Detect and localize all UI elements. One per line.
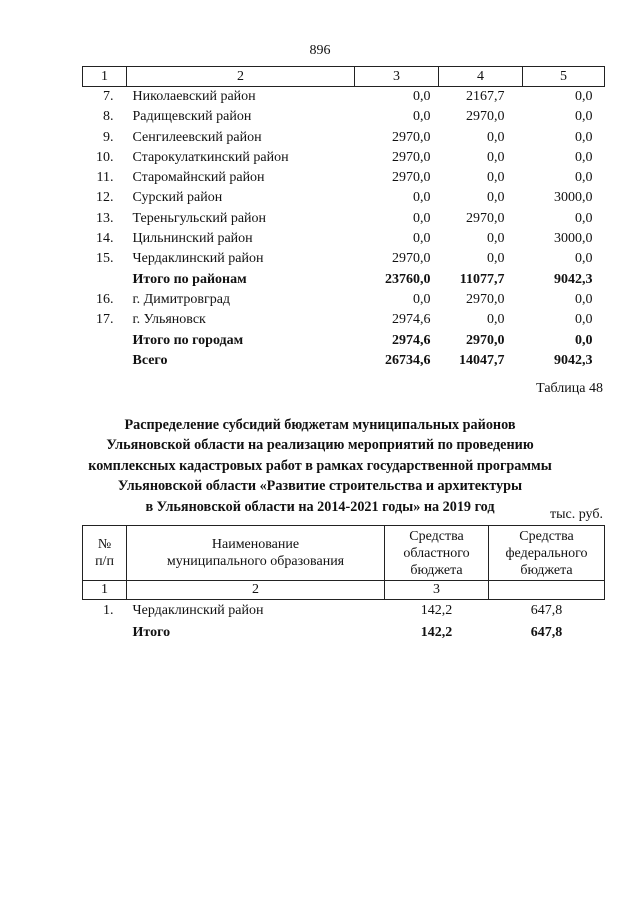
units-label: тыс. руб. bbox=[550, 507, 603, 522]
row-value-col5: 0,0 bbox=[575, 89, 593, 104]
header-regional-budget bbox=[385, 526, 489, 581]
header-line: Средства bbox=[409, 528, 464, 544]
header-line: федерального bbox=[505, 545, 588, 561]
row-value-col5: 0,0 bbox=[575, 170, 593, 186]
row-name: Итого по районам bbox=[132, 271, 247, 287]
row-value-col5: 0,0 bbox=[575, 210, 593, 226]
header-line: областного bbox=[403, 545, 470, 561]
row-name: Старомайнский район bbox=[132, 170, 265, 186]
row-value-col5: 0,0 bbox=[575, 291, 593, 307]
total-row bbox=[83, 331, 605, 351]
row-number bbox=[83, 270, 127, 290]
row-value-col3: 2970,0 bbox=[392, 251, 431, 267]
column-index-2: 2 bbox=[127, 67, 355, 87]
row-number: 10. bbox=[96, 149, 114, 165]
row-value-col4: 11077,7 bbox=[459, 271, 505, 287]
row-value-col4: 0,0 bbox=[487, 149, 505, 165]
row-value-col5: 0,0 bbox=[575, 332, 593, 348]
total-row bbox=[83, 622, 605, 644]
row-number: 17. bbox=[96, 312, 114, 328]
total-row bbox=[83, 351, 605, 371]
row-value-col3: 0,0 bbox=[413, 190, 431, 206]
row-value-col4: 0,0 bbox=[487, 251, 505, 267]
row-number: 16. bbox=[96, 291, 114, 307]
table-48 bbox=[82, 525, 605, 644]
row-value-col3: 0,0 bbox=[413, 231, 431, 247]
row-value-col3: 2974,6 bbox=[392, 332, 431, 348]
column-index-4: 4 bbox=[439, 67, 523, 87]
row-name: Чердаклинский район bbox=[132, 251, 264, 267]
row-value-col5: 9042,3 bbox=[554, 271, 593, 287]
row-name: Чердаклинский район bbox=[132, 603, 264, 618]
table-row bbox=[83, 229, 605, 249]
table-47-index-row bbox=[83, 67, 605, 87]
row-number bbox=[83, 331, 127, 351]
row-name: Итого по городам bbox=[132, 332, 244, 348]
table-row bbox=[83, 87, 605, 108]
header-line: бюджета bbox=[520, 562, 573, 578]
header-number bbox=[83, 526, 127, 581]
row-number: 14. bbox=[96, 231, 114, 247]
row-value-col5: 0,0 bbox=[575, 251, 593, 267]
row-value-col4: 0,0 bbox=[487, 231, 505, 247]
row-value-col3: 23760,0 bbox=[385, 271, 431, 287]
row-name: Старокулаткинский район bbox=[132, 149, 289, 165]
row-value-col4: 0,0 bbox=[487, 129, 505, 145]
row-value-col4: 0,0 bbox=[487, 190, 505, 206]
table-row bbox=[83, 310, 605, 330]
header-line: бюджета bbox=[410, 562, 463, 578]
table-row bbox=[83, 128, 605, 148]
row-value-col5: 0,0 bbox=[575, 312, 593, 328]
row-name: Николаевский район bbox=[132, 89, 256, 104]
table-row bbox=[83, 148, 605, 168]
row-number bbox=[83, 351, 127, 371]
row-value-col3: 0,0 bbox=[413, 109, 431, 125]
header-line: Средства bbox=[519, 528, 574, 544]
column-index-1: 1 bbox=[83, 581, 127, 600]
row-number: 9. bbox=[103, 129, 114, 145]
row-value-col4: 2167,7 bbox=[466, 89, 505, 104]
column-index-2: 2 bbox=[127, 581, 385, 600]
row-federal-value: 647,8 bbox=[530, 603, 563, 618]
table-48-header-row bbox=[83, 526, 605, 581]
row-number: 8. bbox=[103, 109, 114, 125]
row-number: 15. bbox=[96, 251, 114, 267]
table-row bbox=[83, 168, 605, 188]
row-value-col5: 0,0 bbox=[575, 149, 593, 165]
row-number: 1. bbox=[103, 603, 114, 618]
title-line: в Ульяновской области на 2014-2021 годы» на 2019 год bbox=[145, 498, 495, 515]
row-value-col3: 2970,0 bbox=[392, 129, 431, 145]
header-line: № bbox=[97, 537, 112, 552]
row-number: 11. bbox=[96, 170, 114, 186]
row-name: Всего bbox=[132, 352, 168, 368]
row-value-col3: 2970,0 bbox=[392, 149, 431, 165]
row-value-col3: 0,0 bbox=[413, 291, 431, 307]
table-48-title bbox=[60, 415, 580, 517]
title-line: Ульяновской области на реализацию мероприятий по проведению bbox=[106, 437, 534, 454]
row-value-col4: 0,0 bbox=[487, 170, 505, 186]
row-name: г. Димитровград bbox=[132, 291, 231, 307]
row-value-col3: 0,0 bbox=[413, 89, 431, 104]
column-index-5: 5 bbox=[523, 67, 605, 87]
row-value-col4: 0,0 bbox=[487, 312, 505, 328]
header-name bbox=[127, 526, 385, 581]
total-label: Итого bbox=[132, 625, 171, 640]
title-line: Ульяновской области «Развитие строительства и архитектуры bbox=[117, 478, 523, 495]
row-value-col4: 2970,0 bbox=[466, 332, 505, 348]
table-48-index-row bbox=[83, 581, 605, 600]
column-index-4 bbox=[489, 581, 605, 600]
table-row bbox=[83, 290, 605, 310]
row-value-col3: 2974,6 bbox=[392, 312, 431, 328]
total-row bbox=[83, 270, 605, 290]
row-value-col5: 3000,0 bbox=[554, 231, 593, 247]
row-name: Тереньгульский район bbox=[132, 210, 267, 226]
table-row bbox=[83, 249, 605, 269]
row-number: 13. bbox=[96, 210, 114, 226]
row-value-col5: 0,0 bbox=[575, 109, 593, 125]
header-line: муниципального образования bbox=[166, 554, 345, 569]
row-value-col4: 2970,0 bbox=[466, 210, 505, 226]
title-line: комплексных кадастровых работ в рамках государственной программы bbox=[88, 457, 552, 474]
title-line: Распределение субсидий бюджетам муниципальных районов bbox=[124, 417, 516, 433]
column-index-3: 3 bbox=[355, 67, 439, 87]
row-name: Сурский район bbox=[132, 190, 223, 206]
header-line: п/п bbox=[95, 554, 114, 569]
row-name: Цильнинский район bbox=[132, 231, 253, 247]
row-value-col4: 14047,7 bbox=[459, 352, 505, 368]
column-index-3: 3 bbox=[385, 581, 489, 600]
row-name: Радищевский район bbox=[132, 109, 252, 125]
table-row bbox=[83, 188, 605, 208]
table-row bbox=[83, 600, 605, 623]
row-value-col4: 2970,0 bbox=[466, 291, 505, 307]
row-name: Сенгилеевский район bbox=[132, 129, 262, 145]
column-index-1: 1 bbox=[83, 67, 127, 87]
header-line: Наименование bbox=[211, 537, 300, 552]
total-regional-value: 142,2 bbox=[420, 625, 453, 640]
row-value-col5: 3000,0 bbox=[554, 190, 593, 206]
row-value-col5: 9042,3 bbox=[554, 352, 593, 368]
total-federal-value: 647,8 bbox=[530, 625, 563, 640]
row-number bbox=[83, 622, 127, 644]
row-number: 7. bbox=[103, 89, 114, 104]
table-47 bbox=[82, 66, 605, 371]
row-value-col3: 26734,6 bbox=[385, 352, 431, 368]
row-number: 12. bbox=[96, 190, 114, 206]
table-row bbox=[83, 209, 605, 229]
table-48-label: Таблица 48 bbox=[536, 381, 603, 396]
row-regional-value: 142,2 bbox=[420, 603, 453, 618]
row-value-col3: 2970,0 bbox=[392, 170, 431, 186]
row-value-col4: 2970,0 bbox=[466, 109, 505, 125]
page-number: 896 bbox=[309, 43, 331, 58]
table-row bbox=[83, 107, 605, 127]
row-value-col5: 0,0 bbox=[575, 129, 593, 145]
row-value-col3: 0,0 bbox=[413, 210, 431, 226]
header-federal-budget bbox=[489, 526, 605, 581]
row-name: г. Ульяновск bbox=[132, 312, 206, 328]
